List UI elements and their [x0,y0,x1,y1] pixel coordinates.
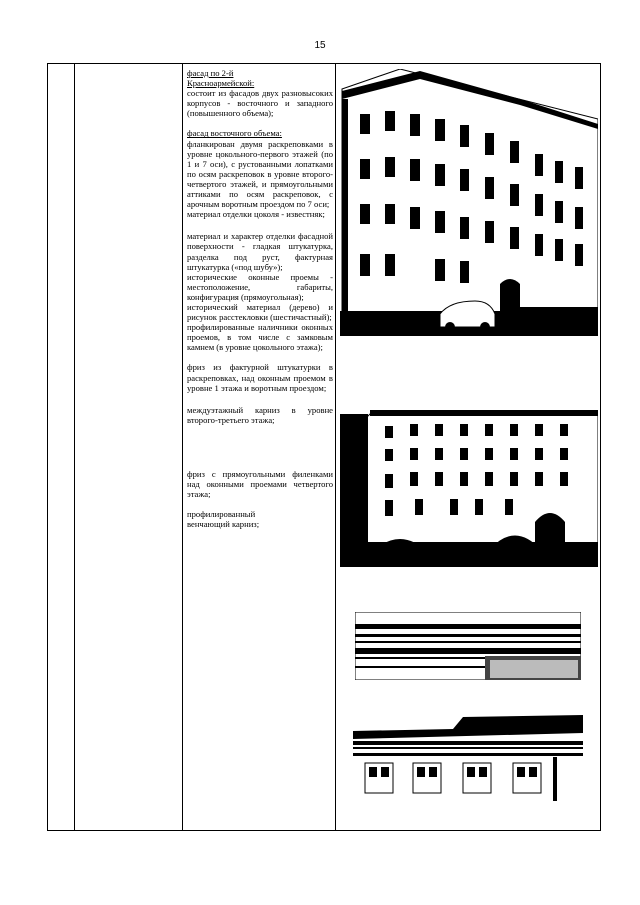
facade-photo-1 [340,69,598,336]
text-line: профилированные наличники оконных проемов, в том числе с замковым камнем (в уровне цокольного этажа); [187,322,333,353]
text-line: исторические оконные проемы - местоположение, габариты, конфигурация (прямоугольная); [187,271,333,302]
text-line: фасад восточного объема: [187,128,282,139]
text-line: фриз из фактурной штукатурки в раскреповках, над оконным проемом в уровне 1 этажа и воротным проездом; [187,362,333,393]
description-column [187,68,333,529]
column-divider [74,64,75,830]
facade-photo-2 [340,404,598,567]
text-line: фриз с прямоугольными филенками над оконными проемами четвертого этажа; [187,468,333,500]
text-line: материал и характер отделки фасадной поверхности - гладкая штукатурка, разделка под руст, фактурная штукатурка («под шубу»); [187,231,333,272]
text-line: профилированный [187,509,256,520]
facade-photo-2-image [340,404,598,567]
text-line: фланкирован двумя раскрепoвками в уровне цокольного-первого этажей (по 1 и 7 оси), с рустованными лопатками по осям раскреповок в уровне второго-четвертого этажей, и прямоугольными аттиками по осям раскреповок, с арочным воротным проездом по 7 оси; [187,138,333,210]
column-divider [182,64,183,830]
text-line: венчающий карниз; [187,519,260,530]
page-number: 15 [314,40,326,51]
cornice-photo-image [355,612,581,680]
text-line: Красноармейской: [187,78,255,89]
frieze-photo-image [353,713,583,801]
text-line: исторический материал (дерево) и рисунок расстекловки (шестичастный); [187,301,333,323]
text-line: междуэтажный карниз в уровне второго-третьего этажа; [187,404,333,425]
column-divider [335,64,336,830]
text-line: материал отделки цоколя - известняк; [187,209,325,220]
text-line: состоит из фасадов двух разновысоких корпусов - восточного и западного (повышенного объема); [187,88,333,119]
facade-photo-1-image [340,69,598,336]
cornice-photo [355,612,581,680]
frieze-photo [353,713,583,801]
text-line: фасад по 2-й [187,68,234,78]
